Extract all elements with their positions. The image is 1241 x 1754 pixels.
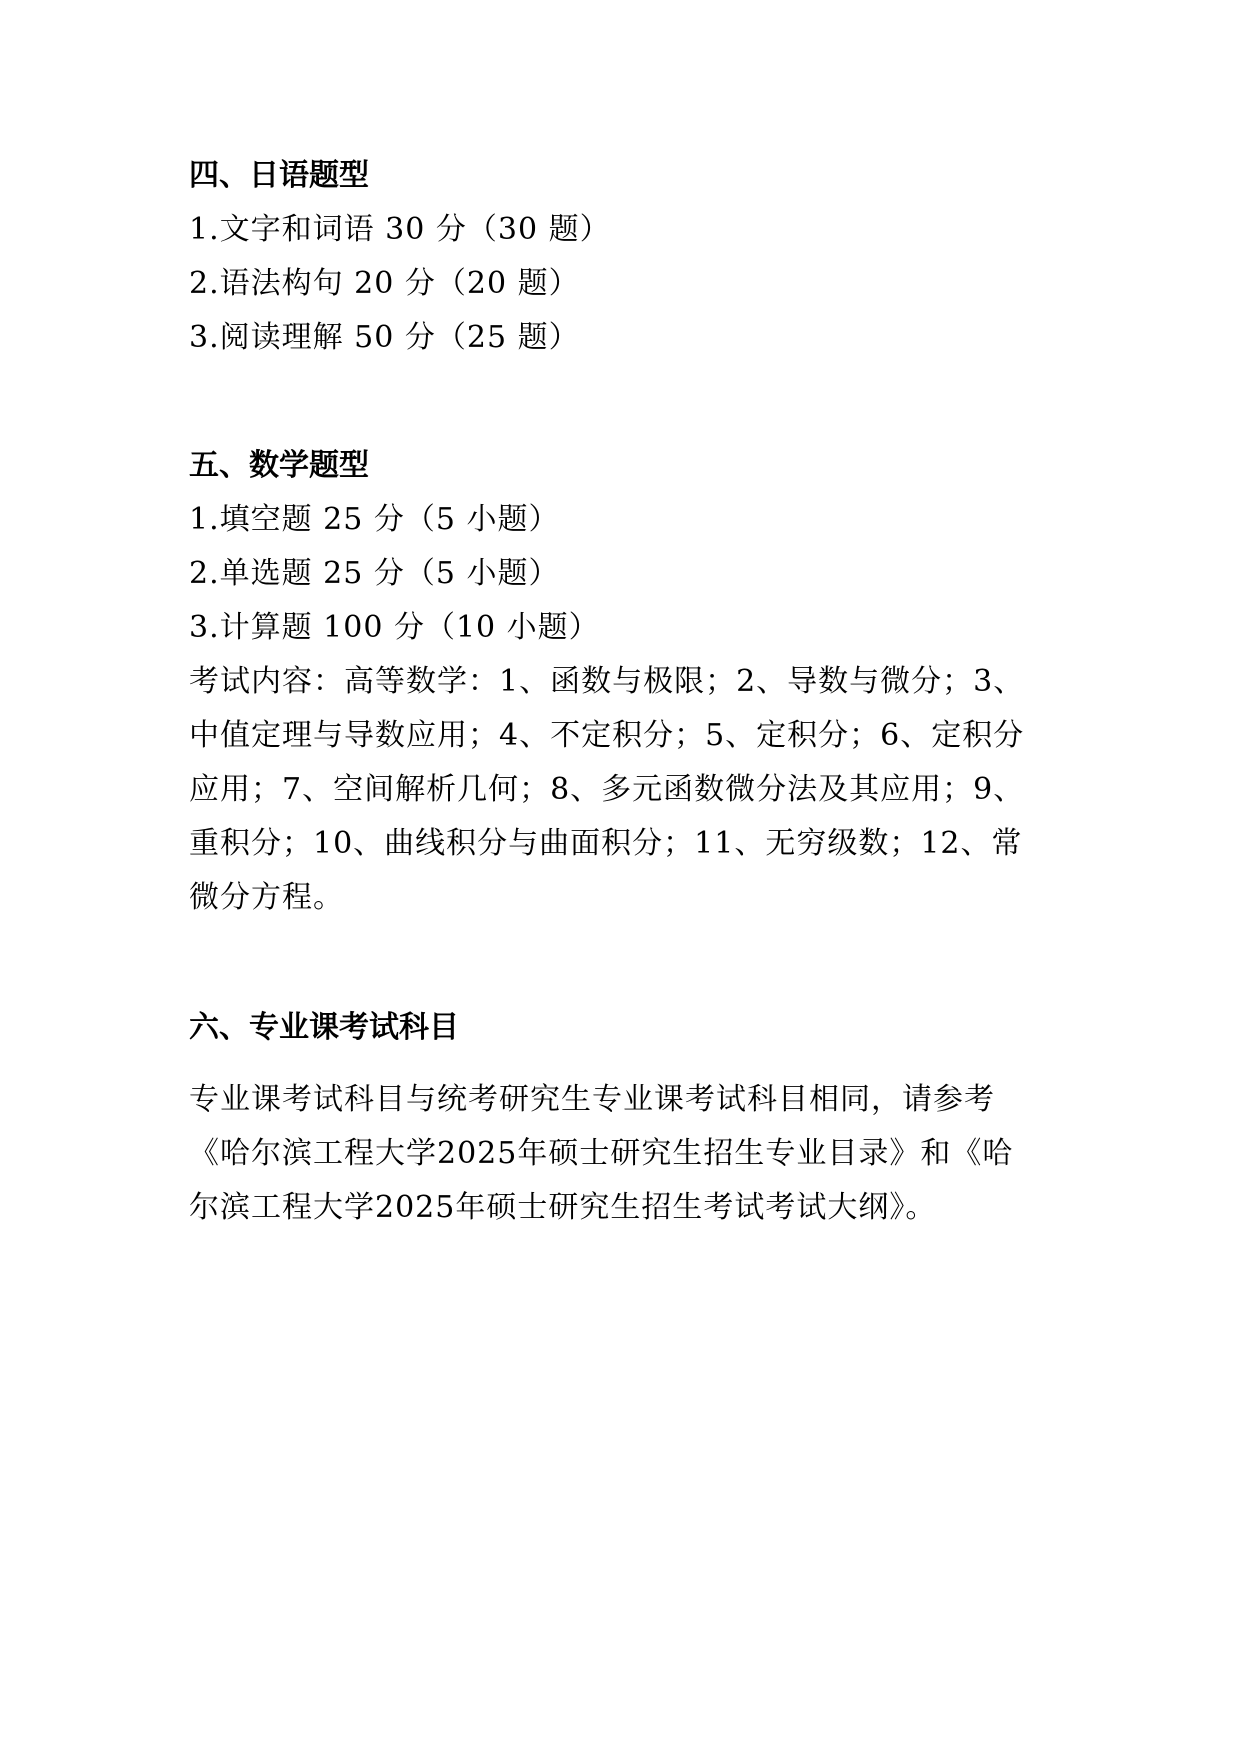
section-heading-specialized-course: 六、专业课考试科目 bbox=[189, 1010, 459, 1045]
section-heading-math: 五、数学题型 bbox=[189, 448, 369, 483]
list-item: 3.计算题 100 分（10 小题） bbox=[189, 610, 600, 645]
exam-content-line: 考试内容：高等数学：1、函数与极限；2、导数与微分；3、 bbox=[189, 664, 1025, 699]
exam-content-line: 中值定理与导数应用；4、不定积分；5、定积分；6、定积分 bbox=[189, 718, 1025, 753]
exam-content-line: 应用；7、空间解析几何；8、多元函数微分法及其应用；9、 bbox=[189, 772, 1025, 807]
section-heading-japanese: 四、日语题型 bbox=[189, 158, 369, 193]
exam-content-line: 重积分；10、曲线积分与曲面积分；11、无穷级数；12、常 bbox=[189, 826, 1023, 861]
list-item: 1.文字和词语 30 分（30 题） bbox=[189, 212, 611, 247]
paragraph-line: 《哈尔滨工程大学2025年硕士研究生招生专业目录》和《哈 bbox=[189, 1136, 1014, 1171]
paragraph-line: 专业课考试科目与统考研究生专业课考试科目相同，请参考 bbox=[189, 1082, 995, 1117]
list-item: 1.填空题 25 分（5 小题） bbox=[189, 502, 560, 537]
paragraph-line: 尔滨工程大学2025年硕士研究生招生考试考试大纲》。 bbox=[189, 1190, 937, 1225]
list-item: 3.阅读理解 50 分（25 题） bbox=[189, 320, 580, 355]
list-item: 2.语法构句 20 分（20 题） bbox=[189, 266, 580, 301]
list-item: 2.单选题 25 分（5 小题） bbox=[189, 556, 560, 591]
exam-content-line: 微分方程。 bbox=[189, 880, 344, 915]
